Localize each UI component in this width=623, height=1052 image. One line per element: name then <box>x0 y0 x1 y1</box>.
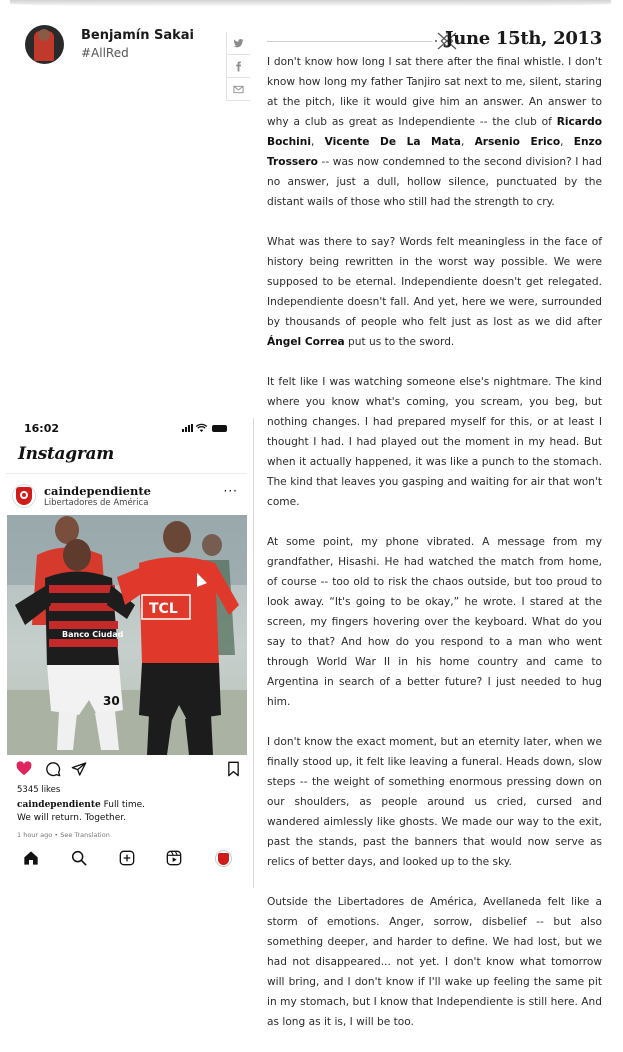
instagram-embed <box>6 418 247 886</box>
column-divider <box>253 418 254 888</box>
club-avatar[interactable] <box>12 484 36 508</box>
post-location[interactable]: Libertadores de América <box>44 498 149 508</box>
mail-icon <box>233 84 244 95</box>
football-photo-illustration <box>7 515 247 755</box>
post-photo[interactable] <box>7 515 247 755</box>
signal-icon <box>182 424 193 432</box>
header-divider <box>6 473 247 474</box>
share-facebook-button[interactable] <box>227 55 250 78</box>
search-icon[interactable] <box>71 850 87 866</box>
share-twitter-button[interactable] <box>227 32 250 55</box>
svg-text:30: 30 <box>103 694 120 708</box>
post-actions <box>14 761 239 779</box>
article-paragraph-4: At some point, my phone vibrated. A message from my grandfather, Hisashi. He had watched the match from home, of course -- too old to risk the chaos outside, but too proud to look away. “It's going to be okay,” he wrote. I stared at the screen, my fingers hovering over the keyboard. What do you say to that? And how do you respond to a man who went through World War II in his home country and came to Argentina in search of a better future? I just needed to hug him. <box>267 536 602 708</box>
top-shadow <box>10 0 611 7</box>
more-options-icon[interactable]: ··· <box>223 484 238 498</box>
post-date: June 15th, 2013 <box>445 28 602 49</box>
reels-icon[interactable] <box>166 850 182 866</box>
author-hashtag[interactable]: #AllRed <box>81 46 129 60</box>
like-heart-icon[interactable] <box>16 761 32 776</box>
author-avatar[interactable] <box>25 25 64 64</box>
comment-icon[interactable] <box>45 761 61 777</box>
wifi-icon <box>196 424 207 432</box>
caption-line-1: Full time. <box>100 800 146 810</box>
share-send-icon[interactable] <box>71 761 87 777</box>
post-caption <box>17 799 242 825</box>
svg-text:TCL: TCL <box>149 601 178 617</box>
caption-line-2: We will return. Together. <box>17 813 126 823</box>
status-icons <box>182 424 227 432</box>
article-paragraph-2: What was there to say? Words felt meaningless in the face of history being rewritten in the worst way possible. We were supposed to be eternal. Independiente doesn't get relegated. Independiente doesn't fall. And yet, here we were, surrounded by thousands of people who felt just as lost as we did after Ángel Correa put us to the sword. <box>267 236 602 348</box>
caption-username[interactable]: caindependiente <box>17 800 101 810</box>
bottom-nav <box>6 850 247 874</box>
post-timestamp: 1 hour ago <box>17 831 53 839</box>
svg-text:Banco Ciudad: Banco Ciudad <box>62 630 124 639</box>
twitter-icon <box>233 38 244 49</box>
post-header <box>12 484 244 512</box>
author-name[interactable]: Benjamín Sakai <box>81 28 195 43</box>
author-block <box>25 25 194 64</box>
see-translation-link[interactable]: See Translation <box>60 831 110 839</box>
facebook-icon <box>233 61 244 72</box>
article-paragraph-5: I don't know the exact moment, but an eternity later, when we finally stood up, it felt like leaving a funeral. Heads down, slow steps -- the weight of something enormous pressing down on our shoulders, as people around us cried, cursed and wandered aimlessly like ghosts. We made our way to the exit, past the stands, past the banners that would now serve as relics of better days, and looked up to the sky. <box>267 736 602 868</box>
post-meta: 1 hour ago • See Translation <box>17 831 110 839</box>
article-paragraph-3: It felt like I was watching someone else's nightmare. The kind where you know what's coming, you scream, you beg, but nothing changes. I had prepared myself for this, or at least I thought I had. I had played out the moment in my head. But when it actually happened, it was like a punch to the stomach. The kind that leaves you gasping and waiting for air that won't come. <box>267 376 602 508</box>
article-body <box>267 52 602 1052</box>
club-crest-icon <box>16 487 32 505</box>
bookmark-icon[interactable] <box>227 761 240 777</box>
battery-icon <box>212 425 227 432</box>
date-divider <box>267 41 432 42</box>
instagram-logo[interactable]: Instagram <box>18 444 114 464</box>
home-icon[interactable] <box>23 850 39 866</box>
status-time: 16:02 <box>24 422 60 435</box>
article-paragraph-6: Outside the Libertadores de América, Avellaneda felt like a storm of emotions. Anger, sorrow, disbelief -- but also something deeper, and harder to define. We had lost, but we had not disappeared... not yet. I don't know what tomorrow will bring, and I don't know if I'll wake up feeling the same pit in my stomach, but I know that Independiente is still here. And as long as it is, I will be too. <box>267 896 602 1028</box>
date-header <box>267 30 602 50</box>
new-post-icon[interactable] <box>119 850 135 866</box>
share-buttons <box>226 32 250 101</box>
article-paragraph-1: I don't know how long I sat there after the final whistle. I don't know how long my father Tanjiro sat next to me, silent, staring at the pitch, like it would give him an answer. An answer to why a club as great as Independiente -- the club of Ricardo Bochini, Vicente De La Mata, Arsenio Erico, Enzo Trossero -- was now condemned to the second division? I had no answer, just a dull, hollow silence, punctuated by the distant wails of those who still had the strength to cry. <box>267 56 602 208</box>
author-text <box>81 28 194 61</box>
like-count[interactable]: 5345 likes <box>17 785 61 795</box>
profile-avatar-icon[interactable] <box>215 850 232 867</box>
post-username[interactable]: caindependiente <box>44 484 151 498</box>
share-email-button[interactable] <box>227 78 250 101</box>
